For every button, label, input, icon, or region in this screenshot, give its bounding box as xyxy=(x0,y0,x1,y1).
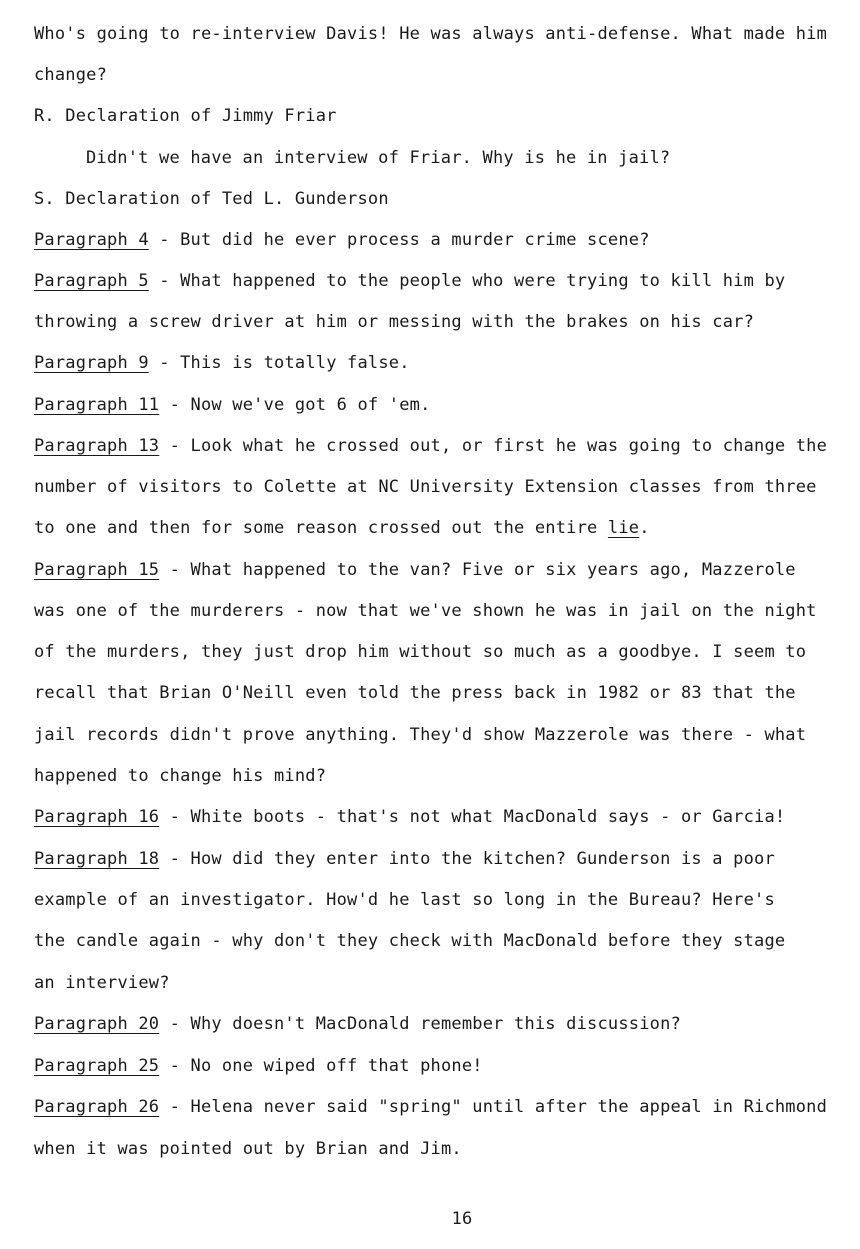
section-heading-r: R. Declaration of Jimmy Friar xyxy=(34,106,337,126)
paragraph-5-note xyxy=(34,270,785,292)
note-text: - What happened to the van? Five or six years ago, Mazzerole xyxy=(159,560,796,580)
paragraph-15-note xyxy=(34,559,796,581)
text-line: happened to change his mind? xyxy=(34,766,327,786)
paragraph-4-note xyxy=(34,229,650,251)
paragraph-ref: Paragraph 5 xyxy=(34,271,149,291)
text-line: when it was pointed out by Brian and Jim. xyxy=(34,1139,462,1159)
paragraph-25-note xyxy=(34,1055,483,1077)
paragraph-ref: Paragraph 9 xyxy=(34,353,149,373)
paragraph-ref: Paragraph 16 xyxy=(34,807,160,827)
note-text: - Why doesn't MacDonald remember this discussion? xyxy=(159,1014,681,1034)
paragraph-ref: Paragraph 20 xyxy=(34,1014,160,1034)
text-line xyxy=(34,517,650,539)
text-line: throwing a screw driver at him or messing with the brakes on his car? xyxy=(34,312,755,332)
text-line: an interview? xyxy=(34,973,170,993)
text-line: Who's going to re-interview Davis! He was always anti-defense. What made him xyxy=(34,24,828,44)
section-heading-s: S. Declaration of Ted L. Gunderson xyxy=(34,189,389,209)
text-line: jail records didn't prove anything. They'd show Mazzerole was there - what xyxy=(34,725,807,745)
text-line: recall that Brian O'Neill even told the press back in 1982 or 83 that the xyxy=(34,683,796,703)
paragraph-ref: Paragraph 25 xyxy=(34,1056,160,1076)
note-text: - What happened to the people who were trying to kill him by xyxy=(148,271,786,291)
page-number: 16 xyxy=(451,1209,473,1229)
paragraph-11-note xyxy=(34,394,431,416)
underlined-word: lie xyxy=(607,518,640,538)
text-line: the candle again - why don't they check with MacDonald before they stage xyxy=(34,931,786,951)
note-text: - Now we've got 6 of 'em. xyxy=(159,395,431,415)
paragraph-18-note xyxy=(34,848,775,870)
paragraph-16-note xyxy=(34,806,785,828)
note-text: - How did they enter into the kitchen? Gunderson is a poor xyxy=(159,849,775,869)
paragraph-13-note xyxy=(34,435,827,457)
text-line: Didn't we have an interview of Friar. Why is he in jail? xyxy=(86,148,671,168)
paragraph-ref: Paragraph 13 xyxy=(34,436,160,456)
text-fragment: . xyxy=(639,518,650,538)
text-line: was one of the murderers - now that we've shown he was in jail on the night xyxy=(34,601,817,621)
note-text: - But did he ever process a murder crime scene? xyxy=(148,230,650,250)
paragraph-9-note xyxy=(34,352,410,374)
paragraph-ref: Paragraph 11 xyxy=(34,395,160,415)
text-line: number of visitors to Colette at NC University Extension classes from three xyxy=(34,477,817,497)
paragraph-ref: Paragraph 26 xyxy=(34,1097,160,1117)
paragraph-ref: Paragraph 18 xyxy=(34,849,160,869)
text-line: change? xyxy=(34,65,108,85)
text-line: example of an investigator. How'd he last so long in the Bureau? Here's xyxy=(34,890,775,910)
note-text: - Look what he crossed out, or first he was going to change the xyxy=(159,436,828,456)
paragraph-26-note xyxy=(34,1096,827,1118)
note-text: - This is totally false. xyxy=(148,353,410,373)
note-text: - Helena never said "spring" until after the appeal in Richmond xyxy=(159,1097,828,1117)
note-text: - No one wiped off that phone! xyxy=(159,1056,483,1076)
text-fragment: to one and then for some reason crossed out the entire xyxy=(34,518,608,538)
paragraph-ref: Paragraph 4 xyxy=(34,230,149,250)
text-line: of the murders, they just drop him without so much as a goodbye. I seem to xyxy=(34,642,807,662)
note-text: - White boots - that's not what MacDonald says - or Garcia! xyxy=(159,807,786,827)
paragraph-ref: Paragraph 15 xyxy=(34,560,160,580)
paragraph-20-note xyxy=(34,1013,681,1035)
